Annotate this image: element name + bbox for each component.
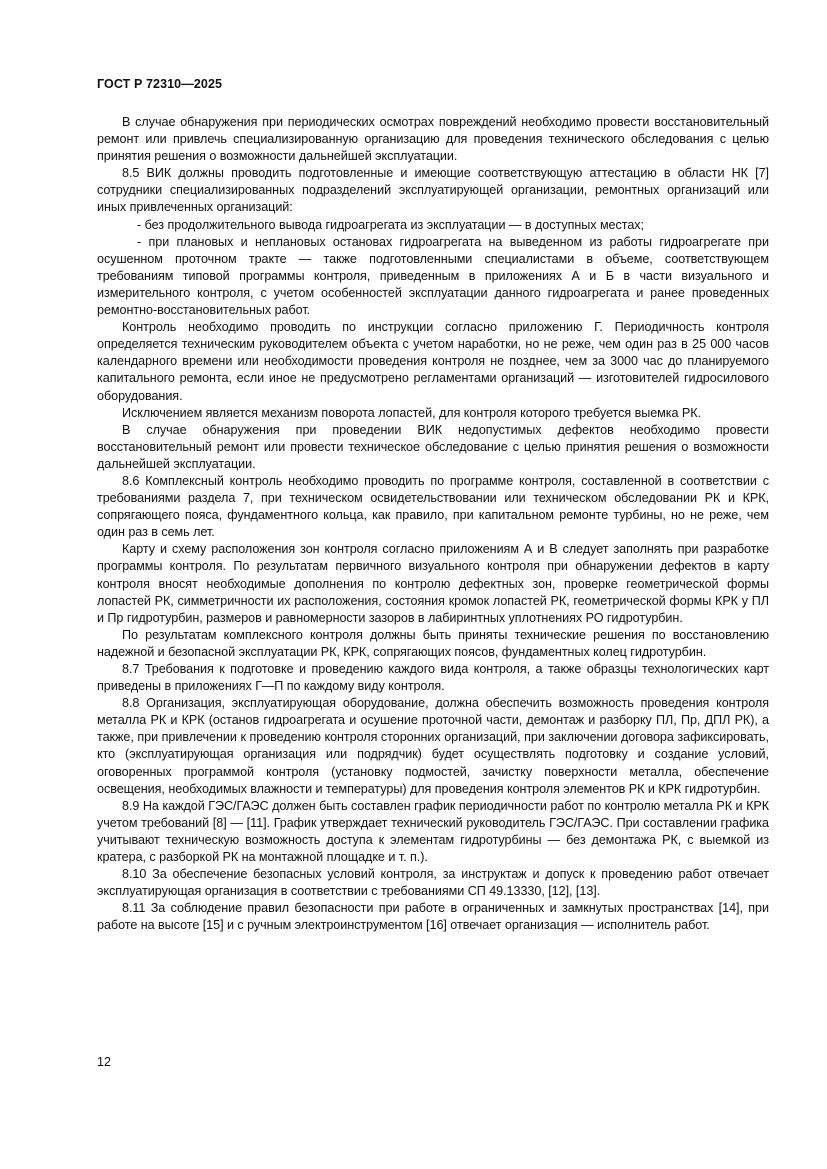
paragraph-8-8: 8.8 Организация, эксплуатирующая оборудование, должна обеспечить возможность проведения контроля металла РК и КРК (останов гидроагрегата и осушение проточной части, демонтаж и разборку ПЛ, Пр, ДПЛ РК), а также, при привлечении к проведению контроля сторонних организаций, при заключении договора зафиксировать, кто (эксплуатирующая организация или подрядчик) будет осуществлять подготовку и создание условий, оговоренных программой контроля (установку подмостей, зачистку поверхности металла, обеспечение освещения, необходимых влажности и температуры) для проведения контроля элементов РК и КРК гидротурбин. xyxy=(97,696,769,796)
paragraph: По результатам комплексного контроля должны быть приняты технические решения по восстановлению надежной и безопасной эксплуатации РК, КРК, сопрягающих поясов, фундаментных колец гидротурбин. xyxy=(97,627,769,659)
paragraph-8-5: 8.5 ВИК должны проводить подготовленные и имеющие соответствующую аттестацию в области НК [7] сотрудники специализированных подразделений эксплуатирующей организации, ремонтных организаций или иных привлеченных организаций: xyxy=(97,166,769,215)
paragraph: Контроль необходимо проводить по инструкции согласно приложению Г. Периодичность контроля определяется техническим руководителем объекта с учетом наработки, но не реже, чем один раз в 25 000 часов календарного времени или необходимости проведения контроля не позднее, чем за 3000 час до планируемого капитального ремонта, если иное не предусмотрено регламентами организаций — изготовителей гидросилового оборудования. xyxy=(97,320,769,403)
paragraph-8-7: 8.7 Требования к подготовке и проведению каждого вида контроля, а также образцы технологических карт приведены в приложениях Г—П по каждому виду контроля. xyxy=(97,662,769,694)
document-code-header: ГОСТ Р 72310—2025 xyxy=(97,77,223,91)
paragraph-8-10: 8.10 За обеспечение безопасных условий контроля, за инструктаж и допуск к проведению работ отвечает эксплуатирующая организация в соответствии с требованиями СП 49.13330, [12], [13]. xyxy=(97,867,769,899)
list-item: - при плановых и неплановых остановах гидроагрегата на выведенном из работы гидроагрегате при осушенном проточном тракте — также подготовленными специалистами в объеме, соответствующем требованиям типовой программы контроля, приведенным в приложениях А и Б в части визуального и измерительного контроля, с учетом особенностей эксплуатации данного гидроагрегата и ранее проведенных ремонтно-восстановительных работ. xyxy=(97,234,769,318)
paragraph: Исключением является механизм поворота лопастей, для контроля которого требуется выемка РК. xyxy=(122,405,701,420)
paragraph: В случае обнаружения при периодических осмотрах повреждений необходимо провести восстановительный ремонт или привлечь специализированную организацию для проведения технического обследования с целью принятия решения о возможности дальнейшей эксплуатации. xyxy=(97,115,769,164)
list-item: - без продолжительного вывода гидроагрегата из эксплуатации — в доступных местах; xyxy=(137,217,644,232)
paragraph-8-9: 8.9 На каждой ГЭС/ГАЭС должен быть составлен график периодичности работ по контролю металла РК и КРК учетом требований [8] — [11]. График утверждает технический руководитель ГЭС/ГАЭС. При составлении графика учитывают техническую возможность доступа к элементам гидротурбины — без демонтажа РК, с выемкой из кратера, с разборкой РК на монтажной площадке и т. п.). xyxy=(97,798,769,865)
paragraph: Карту и схему расположения зон контроля согласно приложениям А и В следует заполнять при разработке программы контроля. По результатам первичного визуального контроля при обнаружении дефектов в карту контроля вносят необходимые дополнения по контролю дефектных зон, проверке геометрической формы лопастей РК, симметричности их расположения, состояния кромок лопастей РК, геометрической формы КРК у ПЛ и Пр гидротурбин, размеров и равномерности зазоров в лабиринтных уплотнениях РО гидротурбин. xyxy=(97,542,769,625)
page-number: 12 xyxy=(97,1055,111,1069)
paragraph-8-6: 8.6 Комплексный контроль необходимо проводить по программе контроля, составленной в соответствии с требованиями раздела 7, при техническом освидетельствовании или техническом обследовании РК и КРК, сопрягающего пояса, фундаментного кольца, как правило, при капитальном ремонте турбины, но не реже, чем один раз в семь лет. xyxy=(97,473,769,540)
paragraph: В случае обнаружения при проведении ВИК недопустимых дефектов необходимо провести восстановительный ремонт или провести техническое обследование с целью принятия решения о возможности дальнейшей эксплуатации. xyxy=(97,422,769,471)
document-body xyxy=(97,114,769,935)
paragraph-8-11: 8.11 За соблюдение правил безопасности при работе в ограниченных и замкнутых пространствах [14], при работе на высоте [15] и с ручным электроинструментом [16] отвечает организация — исполнитель работ. xyxy=(97,901,769,933)
